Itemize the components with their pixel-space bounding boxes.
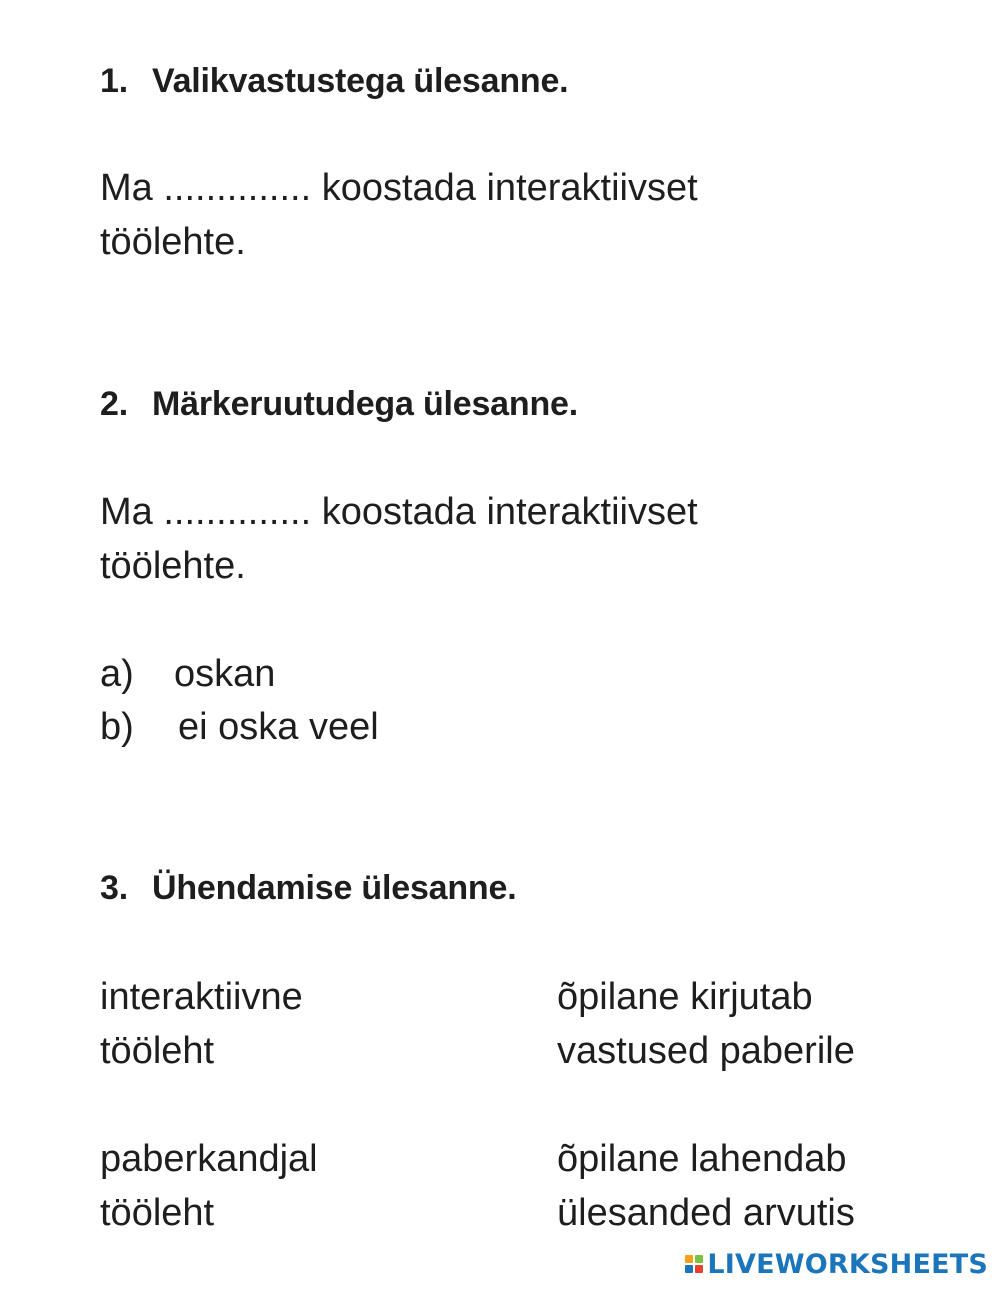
logo-text: LIVEWORKSHEETS: [707, 1248, 988, 1280]
task1-sentence-line2: töölehte.: [100, 221, 246, 263]
match-left-item-1-line1: interaktiivne: [100, 976, 303, 1018]
task2-number: 2.: [100, 385, 128, 423]
task3-heading: [100, 862, 516, 914]
task1-title: Valikvastustega ülesanne.: [152, 62, 569, 100]
task2-option-b[interactable]: [100, 700, 379, 754]
match-right-item-2-line1: õpilane lahendab: [557, 1138, 847, 1180]
task3-number: 3.: [100, 869, 128, 907]
match-right-item-2[interactable]: [557, 1132, 855, 1240]
match-left-item-1[interactable]: [100, 970, 303, 1078]
task2-sentence-line1: Ma .............. koostada interaktiivset: [100, 491, 698, 533]
match-left-item-1-line2: tööleht: [100, 1030, 215, 1072]
match-left-item-2-line2: tööleht: [100, 1192, 215, 1234]
task1-sentence: [100, 161, 860, 269]
option-text: ei oska veel: [178, 706, 379, 748]
option-letter: a): [100, 653, 134, 695]
match-right-item-2-line2: ülesanded arvutis: [557, 1192, 855, 1234]
match-right-item-1-line2: vastused paberile: [557, 1030, 855, 1072]
match-right-item-1-line1: õpilane kirjutab: [557, 976, 813, 1018]
task1-number: 1.: [100, 62, 128, 100]
match-left-item-2-line1: paberkandjal: [100, 1138, 318, 1180]
option-text: oskan: [174, 653, 276, 695]
task1-sentence-line1: Ma .............. koostada interaktiivset: [100, 167, 698, 209]
match-left-item-2[interactable]: [100, 1132, 318, 1240]
task3-title: Ühendamise ülesanne.: [152, 869, 517, 907]
task2-title: Märkeruutudega ülesanne.: [152, 385, 578, 423]
task2-sentence: [100, 485, 860, 593]
liveworksheets-logo: [685, 1246, 988, 1282]
match-right-item-1[interactable]: [557, 970, 855, 1078]
task2-sentence-line2: töölehte.: [100, 545, 246, 587]
task2-heading: [100, 378, 578, 430]
option-letter: b): [100, 706, 134, 748]
logo-mark-icon: [685, 1255, 703, 1273]
task1-heading: [100, 55, 568, 107]
task2-option-a[interactable]: [100, 647, 275, 701]
